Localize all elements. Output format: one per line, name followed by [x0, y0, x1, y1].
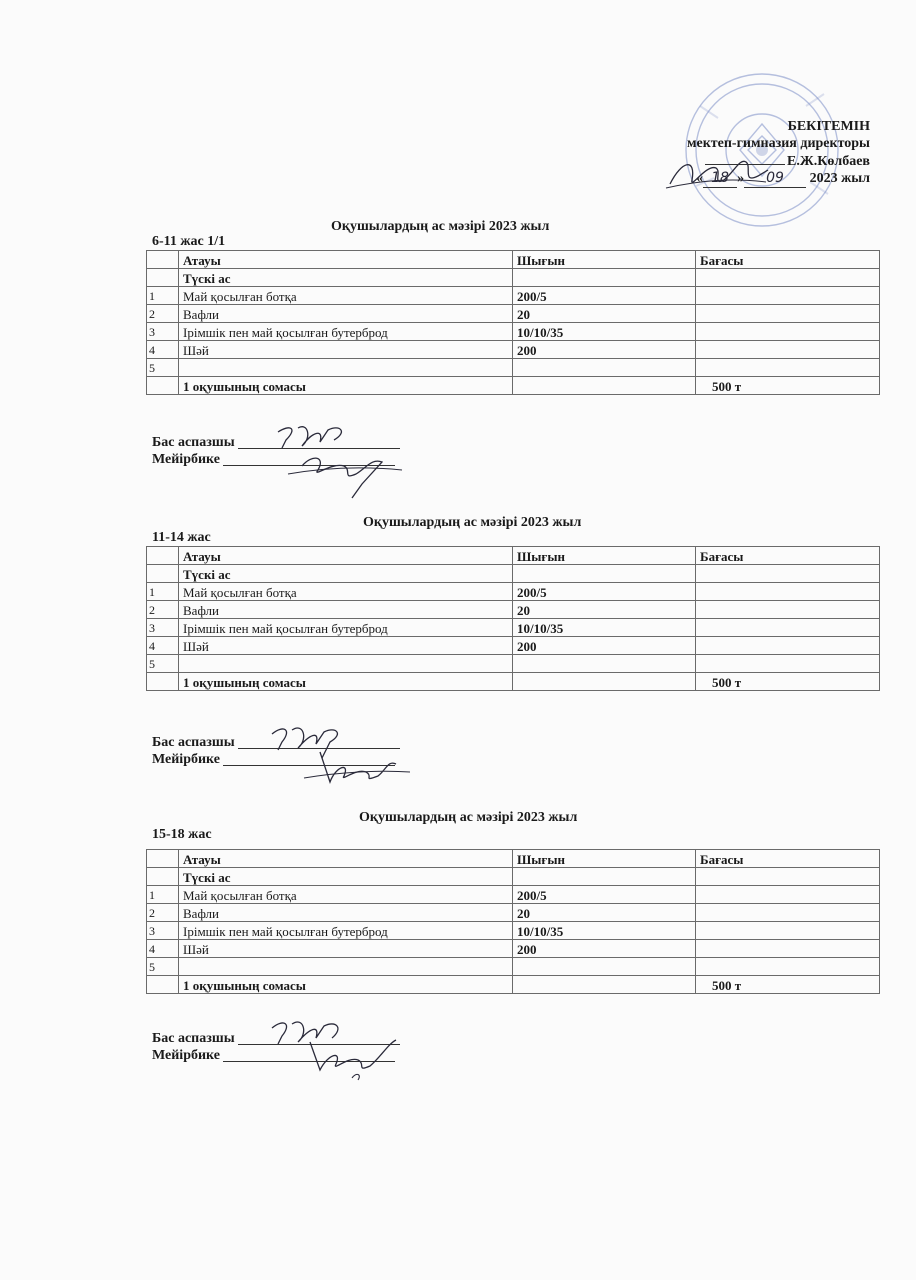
- header-name: Атауы: [179, 251, 513, 269]
- item-name: Шәй: [179, 341, 513, 359]
- age-group-label: 6-11 жас 1/1: [152, 234, 226, 249]
- item-number: 2: [147, 904, 179, 922]
- item-number: 5: [147, 958, 179, 976]
- meal-row: [147, 868, 880, 886]
- item-number: 5: [147, 359, 179, 377]
- meal-row: [147, 565, 880, 583]
- date-quote-close: »: [737, 171, 745, 186]
- item-amount: 200: [513, 637, 696, 655]
- item-number: 1: [147, 287, 179, 305]
- item-number: 4: [147, 637, 179, 655]
- item-amount: [513, 655, 696, 673]
- header-amount: Шығын: [513, 850, 696, 868]
- meal-label: Түскі ас: [179, 868, 513, 886]
- meal-label: Түскі ас: [179, 269, 513, 287]
- chef-label: Бас аспазшы: [152, 735, 235, 750]
- item-number: 4: [147, 940, 179, 958]
- item-name: [179, 958, 513, 976]
- date-month: 09: [744, 170, 806, 188]
- total-row: [147, 976, 880, 994]
- table-row: [147, 958, 880, 976]
- table-row: [147, 305, 880, 323]
- item-name: Ірімшік пен май қосылған бутерброд: [179, 323, 513, 341]
- item-name: Май қосылған ботқа: [179, 583, 513, 601]
- table-row: [147, 341, 880, 359]
- item-name: Ірімшік пен май қосылған бутерброд: [179, 619, 513, 637]
- header-price: Бағасы: [696, 850, 880, 868]
- table-row: [147, 940, 880, 958]
- header-name: Атауы: [179, 850, 513, 868]
- table-row: [147, 886, 880, 904]
- menu-table: [146, 250, 880, 395]
- item-amount: 200: [513, 341, 696, 359]
- item-amount: 200/5: [513, 886, 696, 904]
- item-number: 3: [147, 922, 179, 940]
- menu-title: Оқушылардың ас мәзірі 2023 жыл: [331, 219, 550, 234]
- item-number: 2: [147, 601, 179, 619]
- director-name: Е.Ж.Көлбаев: [787, 154, 870, 169]
- item-amount: [513, 958, 696, 976]
- menu-table: [146, 546, 880, 691]
- item-amount: 20: [513, 601, 696, 619]
- date-year: 2023 жыл: [809, 171, 870, 186]
- table-row: [147, 601, 880, 619]
- table-row: [147, 904, 880, 922]
- item-name: Вафли: [179, 904, 513, 922]
- item-name: Май қосылған ботқа: [179, 287, 513, 305]
- total-price: 500 т: [696, 377, 880, 395]
- header-name: Атауы: [179, 547, 513, 565]
- table-row: [147, 359, 880, 377]
- date-day: 18: [703, 170, 737, 188]
- chef-label: Бас аспазшы: [152, 435, 235, 450]
- chef-label: Бас аспазшы: [152, 1031, 235, 1046]
- menu-table: [146, 849, 880, 994]
- item-amount: 20: [513, 904, 696, 922]
- item-name: Май қосылған ботқа: [179, 886, 513, 904]
- item-name: Шәй: [179, 940, 513, 958]
- item-number: 2: [147, 305, 179, 323]
- table-header-row: [147, 547, 880, 565]
- total-label: 1 оқушының сомасы: [179, 673, 513, 691]
- item-number: 3: [147, 323, 179, 341]
- item-amount: 200: [513, 940, 696, 958]
- table-row: [147, 619, 880, 637]
- item-number: 3: [147, 619, 179, 637]
- table-row: [147, 287, 880, 305]
- item-name: Вафли: [179, 601, 513, 619]
- item-number: 1: [147, 886, 179, 904]
- item-number: 5: [147, 655, 179, 673]
- total-label: 1 оқушының сомасы: [179, 976, 513, 994]
- item-amount: 200/5: [513, 583, 696, 601]
- table-row: [147, 323, 880, 341]
- age-group-label: 15-18 жас: [152, 827, 212, 842]
- nurse-label: Мейірбике: [152, 452, 220, 467]
- menu-title: Оқушылардың ас мәзірі 2023 жыл: [359, 810, 578, 825]
- header-amount: Шығын: [513, 251, 696, 269]
- header-amount: Шығын: [513, 547, 696, 565]
- nurse-label: Мейірбике: [152, 752, 220, 767]
- item-amount: [513, 359, 696, 377]
- age-group-label: 11-14 жас: [152, 530, 211, 545]
- item-amount: 10/10/35: [513, 323, 696, 341]
- item-name: Ірімшік пен май қосылған бутерброд: [179, 922, 513, 940]
- table-header-row: [147, 251, 880, 269]
- nurse-label: Мейірбике: [152, 1048, 220, 1063]
- table-row: [147, 922, 880, 940]
- item-amount: 20: [513, 305, 696, 323]
- menu-title: Оқушылардың ас мәзірі 2023 жыл: [363, 515, 582, 530]
- header-price: Бағасы: [696, 251, 880, 269]
- nurse-signature: [300, 742, 480, 802]
- director-position: мектеп-гимназия директоры: [686, 136, 870, 151]
- total-row: [147, 673, 880, 691]
- table-row: [147, 583, 880, 601]
- meal-label: Түскі ас: [179, 565, 513, 583]
- director-signature: [662, 150, 772, 195]
- item-amount: 200/5: [513, 287, 696, 305]
- item-name: [179, 359, 513, 377]
- header-price: Бағасы: [696, 547, 880, 565]
- total-price: 500 т: [696, 673, 880, 691]
- total-row: [147, 377, 880, 395]
- item-name: Вафли: [179, 305, 513, 323]
- date-quote-open: «: [696, 171, 704, 186]
- nurse-signature: [282, 440, 462, 500]
- item-amount: 10/10/35: [513, 619, 696, 637]
- item-number: 4: [147, 341, 179, 359]
- table-row: [147, 655, 880, 673]
- table-header-row: [147, 850, 880, 868]
- nurse-signature: [296, 1028, 476, 1088]
- total-label: 1 оқушының сомасы: [179, 377, 513, 395]
- item-name: Шәй: [179, 637, 513, 655]
- approval-title: БЕКІТЕМІН: [787, 119, 870, 134]
- total-price: 500 т: [696, 976, 880, 994]
- item-number: 1: [147, 583, 179, 601]
- table-row: [147, 637, 880, 655]
- meal-row: [147, 269, 880, 287]
- item-name: [179, 655, 513, 673]
- item-amount: 10/10/35: [513, 922, 696, 940]
